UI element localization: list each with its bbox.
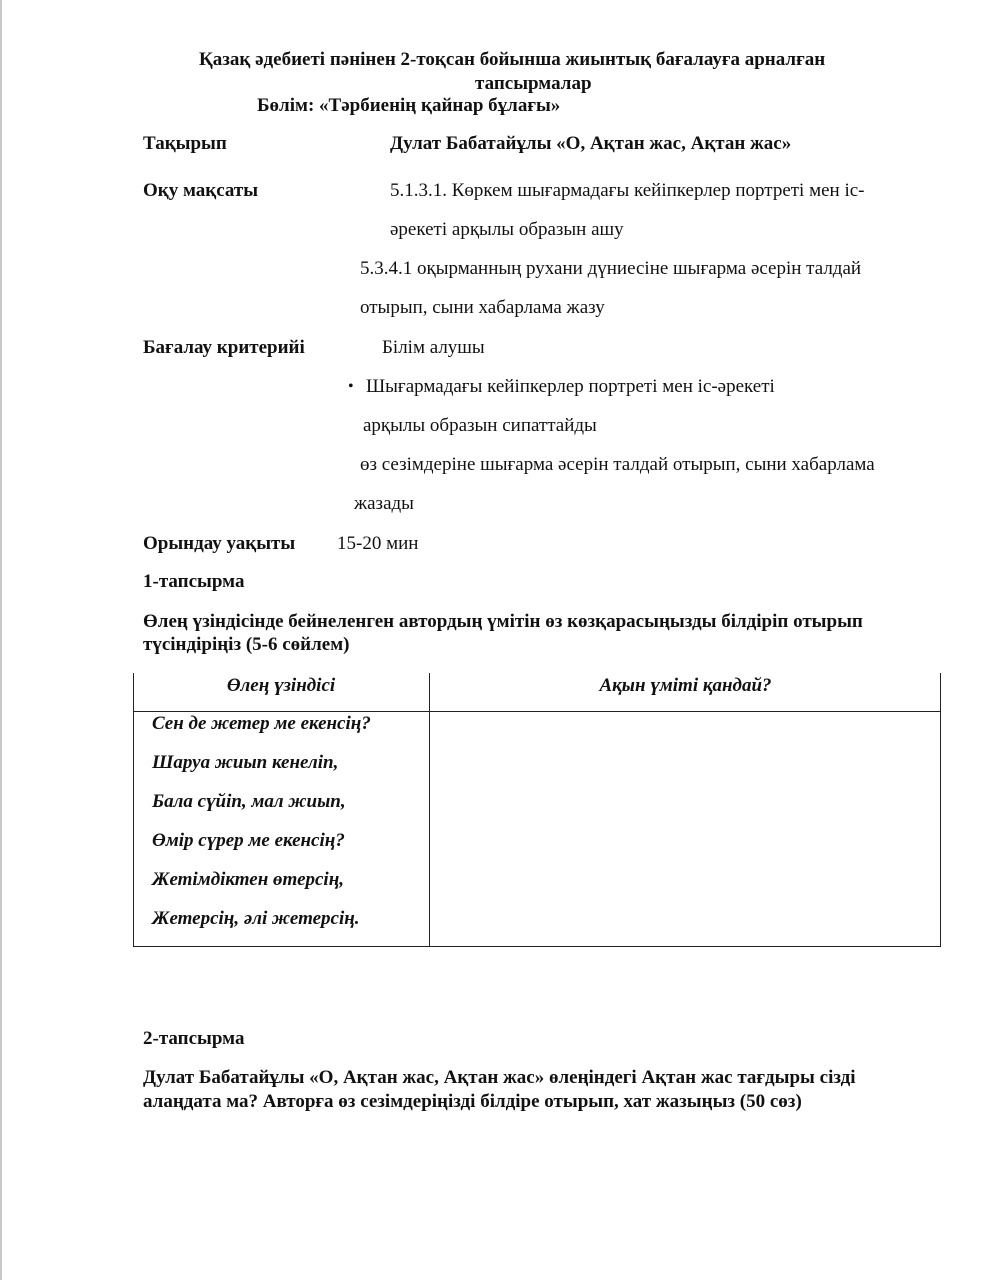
task-1-text-line-2: түсіндіріңіз (5-6 сөйлем)	[143, 634, 350, 655]
task-2-label: 2-тапсырма	[143, 1028, 245, 1049]
learning-goal-label: Оқу мақсаты	[143, 180, 259, 201]
document-title-line-2: тапсырмалар	[475, 73, 592, 94]
poem-line: Жетімдіктен өтерсің,	[152, 869, 345, 890]
table-border-left	[133, 673, 134, 947]
criteria-label: Бағалау критерийі	[143, 337, 305, 358]
learning-goal-1-line-2: әрекеті арқылы образын ашу	[390, 219, 624, 240]
criteria-2-line-1: өз сезімдеріне шығарма әсерін талдай отырып, сыни хабарлама	[360, 454, 875, 475]
task-1-text-line-1: Өлең үзіндісінде бейнеленген автордың үмітін өз көзқарасыңызды білдіріп отырып	[143, 611, 863, 632]
poem-column-header: Өлең үзіндісі	[226, 675, 336, 696]
hope-column-header: Ақын үміті қандай?	[599, 675, 772, 696]
poem-line: Жетерсің, әлі жетерсің.	[152, 908, 360, 929]
poem-line: Сен де жетер ме екенсің?	[152, 713, 371, 734]
table-border-bottom	[133, 946, 941, 947]
poem-line: Өмір сүрер ме екенсің?	[152, 830, 345, 851]
section-title: Бөлім: «Тәрбиенің қайнар бұлағы»	[257, 95, 561, 116]
time-label: Орындау уақыты	[143, 533, 296, 554]
table-column-divider	[429, 673, 430, 947]
table-border-right	[940, 673, 941, 947]
time-value: 15-20 мин	[337, 533, 419, 554]
table-header-divider	[133, 711, 941, 712]
task-2-text-line-1: Дулат Бабатайұлы «О, Ақтан жас, Ақтан жас» өлеңіндегі Ақтан жас тағдыры сізді	[143, 1067, 856, 1088]
learning-goal-2-line-2: отырып, сыни хабарлама жазу	[360, 297, 605, 318]
topic-value: Дулат Бабатайұлы «О, Ақтан жас, Ақтан жас»	[390, 133, 792, 154]
topic-label: Тақырып	[143, 133, 227, 154]
poem-line: Бала сүйіп, мал жиып,	[152, 791, 346, 812]
poem-line: Шаруа жиып кенеліп,	[152, 752, 339, 773]
document-title-line-1: Қазақ әдебиеті пәнінен 2-тоқсан бойынша жиынтық бағалауға арналған	[199, 49, 826, 70]
learning-goal-1-line-1: 5.1.3.1. Көркем шығармадағы кейіпкерлер портреті мен іс-	[390, 180, 865, 201]
criteria-2-line-2: жазады	[354, 493, 414, 514]
task-2-text-line-2: алаңдата ма? Авторға өз сезімдеріңізді білдіре отырып, хат жазыңыз (50 сөз)	[143, 1091, 802, 1112]
bullet-icon: •	[348, 378, 354, 395]
criteria-1-line-2: арқылы образын сипаттайды	[363, 415, 597, 436]
learning-goal-2-line-1: 5.3.4.1 оқырманның рухани дүниесіне шығарма әсерін талдай	[360, 258, 862, 279]
task-1-label: 1-тапсырма	[143, 571, 245, 592]
criteria-1-line-1: Шығармадағы кейіпкерлер портреті мен іс-әрекеті	[366, 376, 775, 397]
page-edge	[0, 0, 2, 1280]
criteria-intro: Білім алушы	[382, 337, 485, 358]
